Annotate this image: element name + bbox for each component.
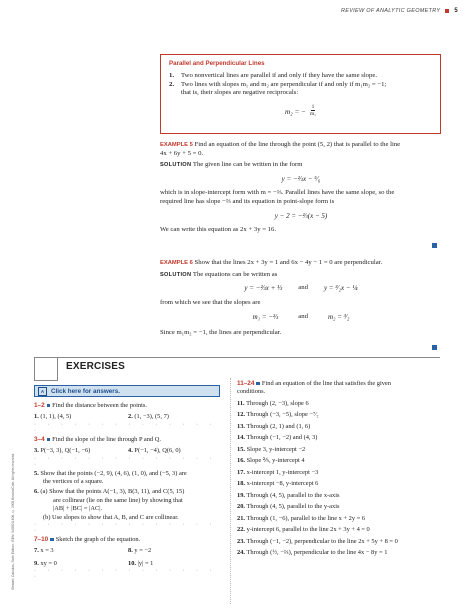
problem-3 — [34, 447, 128, 455]
problem-text: Through (1, −6), parallel to the line x + 2y = 6 — [246, 514, 366, 522]
problem-item — [237, 469, 442, 477]
formula-fraction — [310, 104, 316, 117]
section-1-2 — [34, 402, 224, 410]
problem-item — [237, 480, 442, 488]
bullet-icon — [256, 382, 260, 386]
exercises-corner-box — [34, 357, 58, 381]
separator-dots: · · · · · · · · · · · · · · · — [34, 522, 217, 535]
reciprocal-formula — [169, 101, 432, 119]
problem-number: 13. — [237, 422, 245, 430]
theorem-item-2-cont — [169, 89, 432, 98]
problem-number: 11. — [237, 399, 245, 407]
problem-number: 24. — [237, 549, 245, 557]
problem-text: x = 3 — [40, 547, 54, 555]
problem-number: 10. — [128, 559, 136, 567]
problem-4 — [128, 447, 181, 455]
example-5-line-2a: which is in slope-intercept form with m = −⅔. Parallel lines have the same slope, so the — [160, 189, 395, 197]
example-6-eq-row-2 — [160, 313, 442, 322]
section-range: 3–4 — [34, 435, 45, 443]
example-6-eq2a: m₁ = −⅔ — [252, 313, 279, 322]
problem-text: Through (−3, −5), slope −⁷⁄₂ — [246, 411, 319, 419]
problem-text: (a) Show that the points A(−1, 3), B(3, 11), and C(5, 15) — [40, 488, 185, 496]
running-title: REVIEW OF ANALYTIC GEOMETRY — [340, 8, 441, 14]
problem-item — [237, 411, 442, 419]
theorem-item-2 — [169, 81, 432, 90]
separator-dots: · · · · · · · · · · · · · · · — [34, 421, 217, 434]
section-text: Find the slope of the line through P and Q. — [52, 435, 161, 443]
section-range: 1–2 — [34, 402, 45, 409]
section-range: 11–24 — [237, 380, 255, 387]
problem-number: 2. — [128, 413, 133, 421]
problem-number: 16. — [237, 457, 245, 465]
example-6-eq1a: y = −⅔x + ⅓ — [244, 284, 283, 293]
problem-number: 14. — [237, 434, 245, 442]
problem-number: 5. — [34, 469, 39, 477]
end-of-example-icon — [432, 243, 437, 248]
problem-item — [237, 503, 442, 511]
problem-item — [237, 457, 442, 465]
example-5-line-2b: required line has slope −⅔ and its equation in point-slope form is — [160, 197, 335, 205]
problem-6-cont: are collinear (lie on the same line) by showing that — [53, 496, 183, 504]
problem-number: 12. — [237, 411, 245, 419]
problem-8 — [128, 547, 151, 555]
section-7-10 — [34, 536, 224, 544]
section-text: Find an equation of the line that satisfies the given — [261, 380, 391, 387]
item-text: Two lines with slopes m₁ and m₂ are perpendicular if and only if m₁m₂ = −1; — [181, 80, 387, 88]
example-6-eq1b: y = ³⁄₂x − ¼ — [323, 284, 358, 293]
end-of-example-icon — [432, 345, 437, 350]
problem-number: 1. — [34, 413, 39, 421]
problem-number: 7. — [34, 547, 39, 555]
problem-number: 17. — [237, 468, 245, 476]
problem-text: Through (−1, −2) and (4, 3) — [246, 434, 318, 442]
fraction-denominator: m₁ — [309, 110, 317, 117]
example-5-solution-label: SOLUTION — [160, 162, 192, 169]
example-6-line-2: from which we see that the slopes are — [160, 298, 261, 306]
problem-text: y = −2 — [134, 547, 152, 555]
exercises-right-column — [237, 380, 442, 561]
problem-item — [237, 538, 442, 546]
example-5-statement-cont: 4x + 6y + 5 = 0. — [160, 149, 204, 157]
problem-row-9-10 — [34, 560, 224, 568]
item-text: Two nonvertical lines are parallel if and only if they have the same slope. — [181, 72, 378, 79]
item-number: 2. — [169, 80, 175, 88]
problem-text: P(−3, 3), Q(−1, −6) — [40, 447, 91, 455]
exercises-title: EXERCISES — [66, 361, 126, 372]
problem-number: 22. — [237, 526, 245, 534]
example-6 — [160, 259, 442, 338]
header-square-icon — [445, 9, 449, 13]
section-text: Sketch the graph of the equation. — [55, 536, 141, 544]
column-divider — [230, 378, 231, 604]
problem-item — [237, 446, 442, 454]
page-number: 5 — [454, 8, 458, 14]
bullet-icon — [50, 538, 54, 542]
problem-number: 23. — [237, 537, 245, 545]
problem-10 — [128, 560, 153, 568]
section-11-24 — [237, 380, 442, 388]
right-problem-list — [237, 400, 442, 558]
example-5-statement: Find an equation of the line through the point (5, 2) that is parallel to the line — [194, 141, 401, 148]
theorem-box — [160, 54, 441, 134]
answers-link-label: Click here for answers. — [51, 387, 120, 395]
theorem-title: Parallel and Perpendicular Lines — [169, 60, 265, 67]
exercises-left-column — [34, 402, 224, 580]
problem-item — [237, 492, 442, 500]
problem-5 — [34, 470, 224, 478]
example-5-solution-text: The given line can be written in the form — [192, 161, 303, 169]
fraction-numerator: 1 — [311, 103, 315, 110]
problem-text: P(−1, −4), Q(6, 0) — [134, 447, 181, 455]
example-6-solution-text: The equations can be written as — [192, 270, 278, 278]
problem-item — [237, 423, 442, 431]
problem-number: 6. — [34, 488, 39, 496]
problem-row-3-4 — [34, 447, 224, 455]
example-6-statement: Show that the lines 2x + 3y = 1 and 6x − 4y − 1 = 0 are perpendicular. — [194, 259, 383, 266]
example-6-solution-label: SOLUTION — [160, 271, 192, 278]
problem-9 — [34, 560, 128, 568]
problem-6b: (b) Use slopes to show that A, B, and C are collinear. — [43, 513, 179, 521]
problem-item — [237, 400, 442, 408]
theorem-item-1 — [169, 72, 432, 81]
problem-item — [237, 526, 442, 534]
problem-number: 21. — [237, 514, 245, 522]
example-6-line-3: Since m₁m₂ = −1, the lines are perpendicular. — [160, 328, 282, 336]
example-5 — [160, 141, 442, 235]
problem-text: Slope ⅖, y-intercept 4 — [246, 457, 305, 465]
problem-5-cont: the vertices of a square. — [43, 478, 104, 486]
formula-lhs: m₂ = − — [284, 107, 306, 116]
separator-dots: · · · · · · · · · · · · · · · — [34, 568, 217, 581]
problem-number: 19. — [237, 491, 245, 499]
problem-text: Show that the points (−2, 9), (4, 6), (1, 0), and (−5, 3) are — [40, 469, 187, 477]
problem-number: 9. — [34, 559, 39, 567]
problem-text: y-intercept 6, parallel to the line 2x + 3y + 4 = 0 — [246, 526, 370, 534]
problem-text: xy = 0 — [40, 559, 57, 567]
separator-dots: · · · · · · · · · · · · · · · — [34, 455, 217, 468]
bullet-icon — [47, 438, 51, 442]
example-5-eq2: y − 2 = −⅔(x − 5) — [274, 211, 328, 220]
answers-link[interactable] — [34, 385, 220, 397]
problem-text: x-intercept −8, y-intercept 6 — [246, 480, 319, 488]
item-number — [169, 89, 177, 98]
problem-1 — [34, 413, 128, 421]
answers-icon: A — [38, 387, 47, 396]
problem-number: 20. — [237, 503, 245, 511]
example-6-eq2b: m₂ = ³⁄₂ — [327, 313, 350, 322]
problem-text: Through (½, −⅔), perpendicular to the line 4x − 8y = 1 — [246, 549, 388, 557]
section-3-4 — [34, 436, 224, 444]
problem-2 — [128, 413, 169, 421]
and-text: and — [298, 284, 308, 292]
bullet-icon — [47, 404, 51, 408]
example-6-label: EXAMPLE 6 — [160, 260, 193, 266]
problem-item — [237, 549, 442, 557]
problem-number: 15. — [237, 445, 245, 453]
side-copyright-notice: Stewart: Calculus, Sixth Edition. ISBN: 0495011606. © 2008 Brooks/Cole. All rights reserved. — [11, 452, 15, 590]
example-5-label: EXAMPLE 5 — [160, 142, 193, 148]
section-11-24-cont: conditions. — [237, 388, 266, 396]
problem-7 — [34, 547, 128, 555]
problem-item — [237, 515, 442, 523]
section-text: Find the distance between the points. — [52, 402, 147, 409]
problem-text: Through (4, 5), parallel to the y-axis — [246, 503, 340, 511]
problem-number: 4. — [128, 447, 133, 455]
problem-number: 3. — [34, 447, 39, 455]
example-6-eq-row-1 — [160, 284, 442, 293]
example-5-eq1: y = −⅔x − ⁵⁄₆ — [281, 174, 321, 183]
problem-text: x-intercept 1, y-intercept −3 — [246, 468, 319, 476]
example-5-line-3: We can write this equation as 2x + 3y = 16. — [160, 226, 277, 234]
section-range: 7–10 — [34, 536, 49, 544]
problem-text: Through (−1, −2), perpendicular to the line 2x + 5y + 8 = 0 — [246, 537, 398, 545]
problem-number: 18. — [237, 480, 245, 488]
problem-text: |y| = 1 — [137, 559, 154, 567]
problem-text: Through (4, 5), parallel to the x-axis — [246, 491, 340, 499]
problem-text: (1, −3), (5, 7) — [134, 413, 169, 421]
problem-number: 8. — [128, 547, 133, 555]
problem-6 — [34, 488, 224, 496]
item-number: 1. — [169, 72, 175, 79]
problem-text: Slope 3, y-intercept −2 — [246, 445, 306, 453]
problem-6-eq: |AB| + |BC| = |AC|. — [53, 505, 103, 513]
item-text: that is, their slopes are negative reciprocals: — [181, 89, 299, 97]
problem-text: (1, 1), (4, 5) — [40, 413, 72, 421]
running-header — [341, 8, 458, 14]
problem-item — [237, 434, 442, 442]
problem-row-7-8 — [34, 547, 224, 555]
problem-row-1-2 — [34, 413, 224, 421]
and-text: and — [298, 313, 308, 321]
problem-text: Through (2, −3), slope 6 — [246, 399, 309, 407]
problem-text: Through (2, 1) and (1, 6) — [246, 422, 311, 430]
